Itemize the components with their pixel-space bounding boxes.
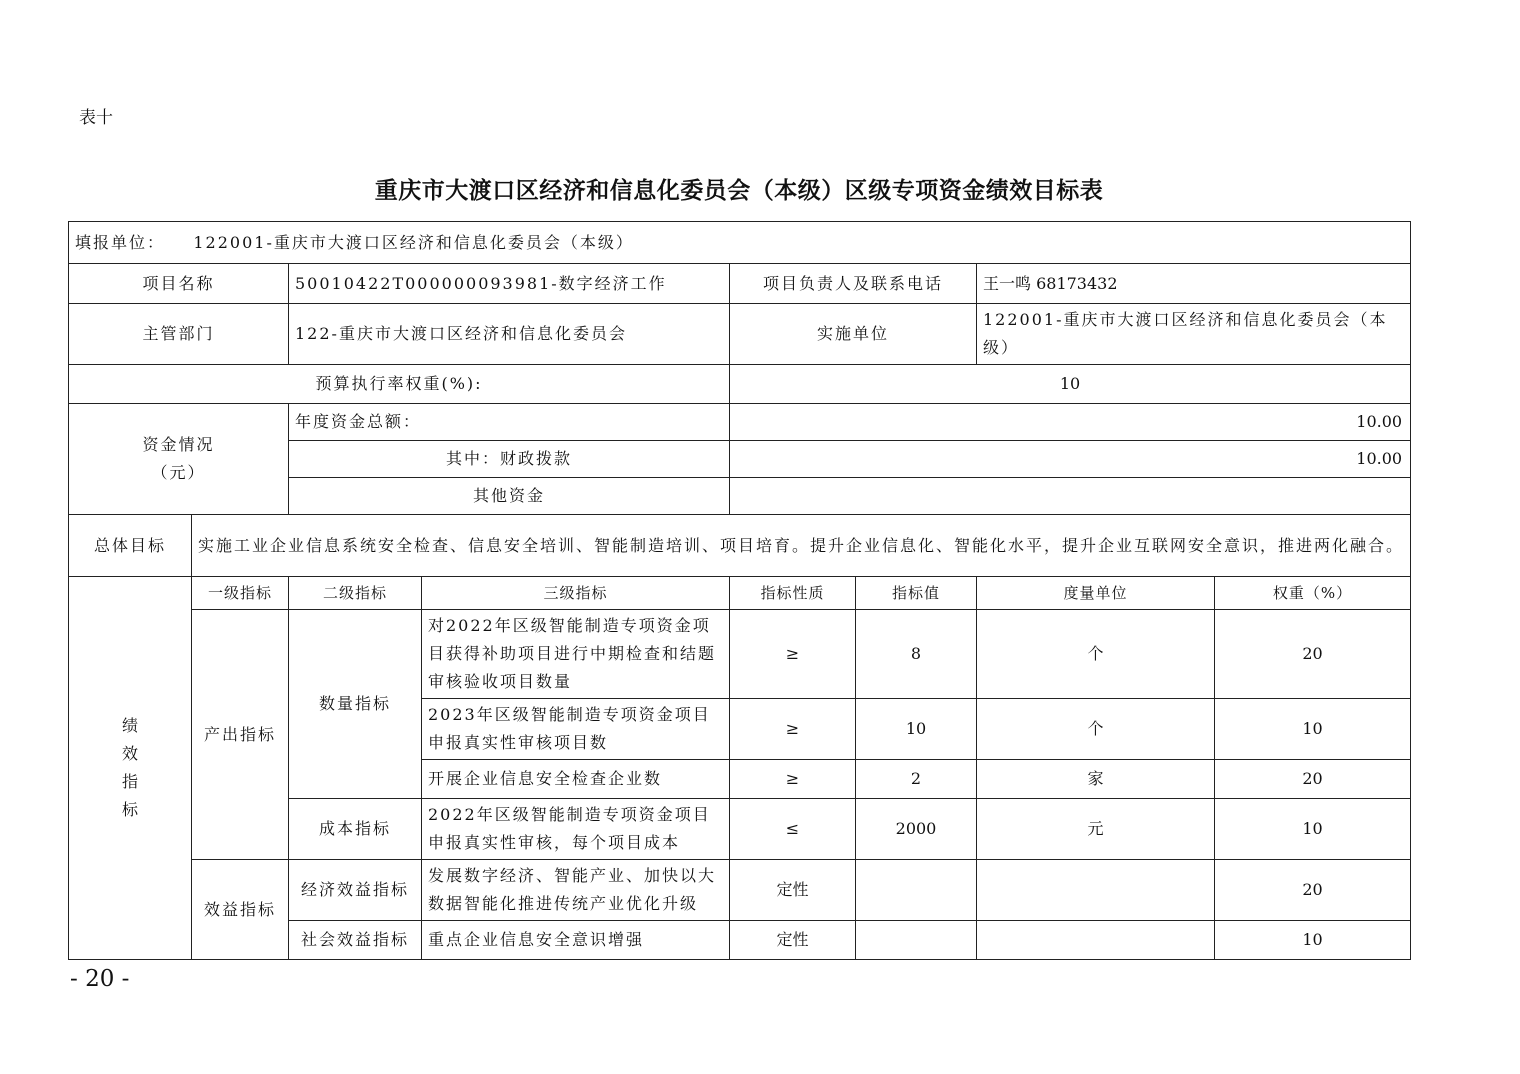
reporting-unit-value: 122001-重庆市大渡口区经济和信息化委员会（本级） (193, 232, 634, 252)
indicator-unit: 家 (977, 760, 1215, 799)
indicator-weight: 20 (1215, 860, 1411, 921)
header-level3: 三级指标 (422, 577, 730, 610)
indicator-row (69, 610, 1411, 699)
indicator-weight: 10 (1215, 799, 1411, 860)
indicator-value: 2 (856, 760, 977, 799)
section-char: 效 (121, 744, 138, 763)
header-value: 指标值 (856, 577, 977, 610)
header-level2: 二级指标 (289, 577, 422, 610)
funds-label (69, 404, 289, 515)
indicator-nature: 定性 (730, 921, 856, 960)
economic-indicator-label: 经济效益指标 (289, 860, 422, 921)
indicator-weight: 10 (1215, 699, 1411, 760)
funds-label-line1: 资金情况 (142, 435, 215, 454)
section-char: 绩 (121, 716, 138, 735)
indicator-unit: 个 (977, 699, 1215, 760)
indicator-unit: 个 (977, 610, 1215, 699)
implementer-label: 实施单位 (730, 304, 977, 365)
reporting-unit-cell (69, 222, 1411, 264)
indicator-nature: ≤ (730, 799, 856, 860)
reporting-unit-row (69, 222, 1411, 264)
indicator-description: 对2022年区级智能制造专项资金项目获得补助项目进行中期检查和结题审核验收项目数量 (422, 610, 730, 699)
annual-total-value: 10.00 (730, 404, 1411, 441)
overall-goal-text: 实施工业企业信息系统安全检查、信息安全培训、智能制造培训、项目培育。提升企业信息化、智能化水平，提升企业互联网安全意识，推进两化融合。 (192, 515, 1411, 577)
indicator-description: 发展数字经济、智能产业、加快以大数据智能化推进传统产业优化升级 (422, 860, 730, 921)
indicator-weight: 20 (1215, 610, 1411, 699)
performance-indicators-label (69, 577, 192, 960)
header-weight: 权重（%） (1215, 577, 1411, 610)
funds-label-line2: （元） (151, 463, 206, 482)
indicator-description: 重点企业信息安全意识增强 (422, 921, 730, 960)
indicator-nature: ≥ (730, 699, 856, 760)
indicator-description: 2023年区级智能制造专项资金项目申报真实性审核项目数 (422, 699, 730, 760)
social-indicator-label: 社会效益指标 (289, 921, 422, 960)
header-unit: 度量单位 (977, 577, 1215, 610)
quantity-indicator-label: 数量指标 (289, 610, 422, 799)
reporting-unit-label: 填报单位： (75, 232, 166, 252)
corner-label: 表十 (79, 108, 113, 128)
indicator-nature: ≥ (730, 610, 856, 699)
department-row (69, 304, 1411, 365)
cost-indicator-label: 成本指标 (289, 799, 422, 860)
indicator-nature: 定性 (730, 860, 856, 921)
overall-goal-row (69, 515, 1411, 577)
indicator-nature: ≥ (730, 760, 856, 799)
overall-goal-label: 总体目标 (69, 515, 192, 577)
indicator-header-row (69, 577, 1411, 610)
other-funds-label: 其他资金 (289, 478, 730, 515)
department-value: 122-重庆市大渡口区经济和信息化委员会 (289, 304, 730, 365)
indicator-description: 开展企业信息安全检查企业数 (422, 760, 730, 799)
fiscal-value: 10.00 (730, 441, 1411, 478)
annual-total-label: 年度资金总额： (289, 404, 730, 441)
department-label: 主管部门 (69, 304, 289, 365)
project-name-label: 项目名称 (69, 264, 289, 304)
indicator-row (69, 860, 1411, 921)
budget-rate-label: 预算执行率权重(%): (69, 365, 730, 404)
header-nature: 指标性质 (730, 577, 856, 610)
fiscal-label: 其中：财政拨款 (289, 441, 730, 478)
indicator-description: 2022年区级智能制造专项资金项目申报真实性审核，每个项目成本 (422, 799, 730, 860)
indicator-value (856, 860, 977, 921)
indicator-weight: 10 (1215, 921, 1411, 960)
page-number: - 20 - (70, 966, 130, 992)
indicator-value: 2000 (856, 799, 977, 860)
annual-total-row (69, 404, 1411, 441)
project-name-row (69, 264, 1411, 304)
indicator-value: 8 (856, 610, 977, 699)
indicator-value: 10 (856, 699, 977, 760)
indicator-unit (977, 921, 1215, 960)
document-title: 重庆市大渡口区经济和信息化委员会（本级）区级专项资金绩效目标表 (374, 177, 1104, 204)
other-funds-value (730, 478, 1411, 515)
output-indicator-label: 产出指标 (192, 610, 289, 860)
header-level1: 一级指标 (192, 577, 289, 610)
project-name-value: 50010422T000000093981-数字经济工作 (289, 264, 730, 304)
section-char: 指 (121, 772, 138, 791)
benefit-indicator-label: 效益指标 (192, 860, 289, 960)
contact-value: 王一鸣 68173432 (977, 264, 1411, 304)
budget-rate-row (69, 365, 1411, 404)
indicator-value (856, 921, 977, 960)
contact-label: 项目负责人及联系电话 (730, 264, 977, 304)
indicator-unit: 元 (977, 799, 1215, 860)
performance-table (68, 221, 1411, 960)
section-char: 标 (121, 800, 138, 819)
indicator-weight: 20 (1215, 760, 1411, 799)
budget-rate-value: 10 (730, 365, 1411, 404)
indicator-unit (977, 860, 1215, 921)
implementer-value: 122001-重庆市大渡口区经济和信息化委员会（本级） (977, 304, 1411, 365)
